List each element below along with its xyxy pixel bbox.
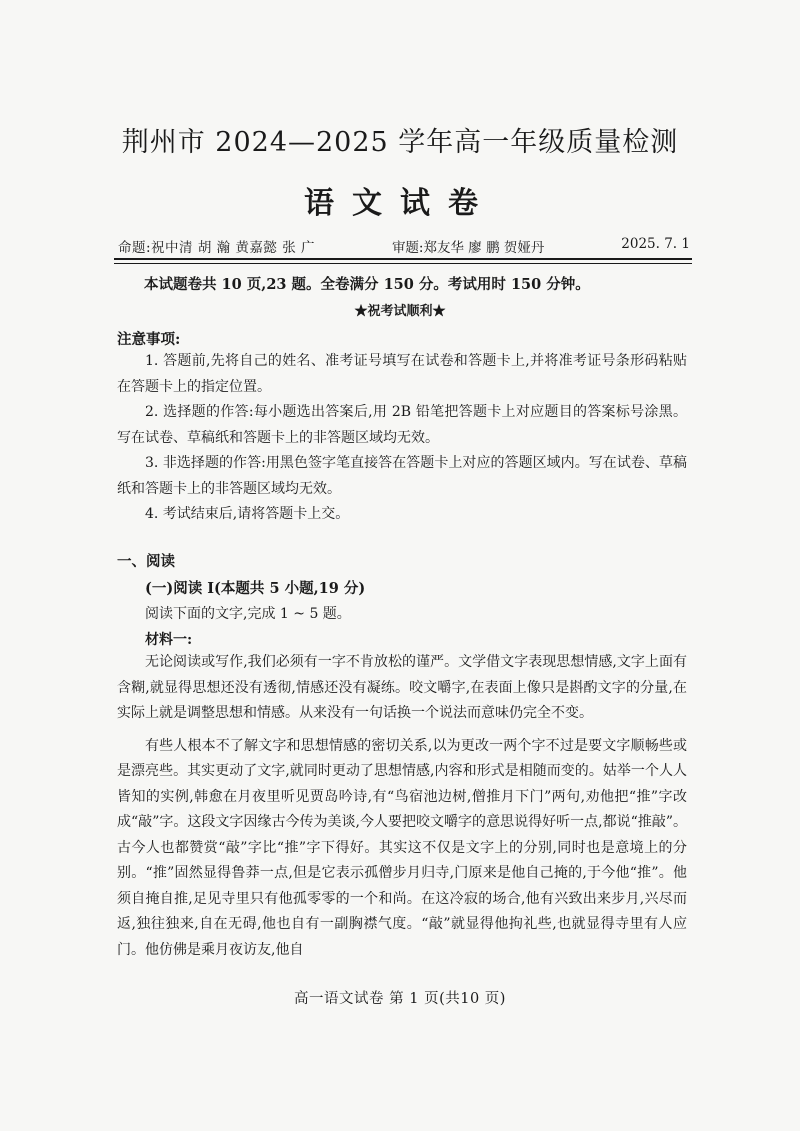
notice-item: 2. 选择题的作答:每小题选出答案后,用 2B 铅笔把答题卡上对应题目的答案标号涂黑。写在试卷、草稿纸和答题卡上的非答题区域均无效。	[117, 404, 687, 446]
material-paragraph: 无论阅读或写作,我们必须有一字不肯放松的谨严。文学借文字表现思想情感,文字上面有含糊,就显得思想还没有透彻,情感还没有凝练。咬文嚼字,在表面上像只是斟酌文字的分量,在实际上就是调整思想和情感。从来没有一句话换一个说法而意味仍完全不变。	[117, 654, 687, 721]
exam-title: 荆州市 2024—2025 学年高一年级质量检测	[121, 127, 679, 158]
subject-title: 语文试卷	[304, 186, 496, 221]
header-divider	[114, 258, 692, 264]
notice-list	[117, 349, 687, 528]
reviewers: 审题:郑友华 廖 鹏 贺娅丹	[391, 240, 545, 256]
exam-info: 本试题卷共 10 页,23 题。全卷满分 150 分。考试用时 150 分钟。	[144, 276, 590, 293]
material-heading: 材料一:	[145, 632, 193, 648]
exam-meta	[118, 236, 690, 256]
material-paragraph: 有些人根本不了解文字和思想情感的密切关系,以为更改一两个字不过是要文字顺畅些或是漂亮些。其实更动了文字,就同时更动了思想情感,内容和形式是相随而变的。姑举一个人人皆知的实例,韩愈在月夜里听见贾岛吟诗,有“鸟宿池边树,僧推月下门”两句,劝他把“推”字改成“敲”字。这段文字因缘古今传为美谈,今人要把咬文嚼字的意思说得好听一点,都说“推敲”。古今人也都赞赏“敲”字比“推”字下得好。其实这不仅是文字上的分别,同时也是意境上的分别。“推”固然显得鲁莽一点,但是它表示孤僧步月归寺,门原来是他自己掩的,于今他“推”。他须自掩自推,足见寺里只有他孤零零的一个和尚。在这冷寂的场合,他有兴致出来步月,兴尽而返,独往独来,自在无碍,他也自有一副胸襟气度。“敲”就显得他拘礼些,也就显得寺里有人应门。他仿佛是乘月夜访友,他自	[117, 737, 687, 958]
page-footer: 高一语文试卷 第 1 页(共10 页)	[294, 991, 506, 1007]
material-text	[117, 650, 687, 963]
reading-instruction: 阅读下面的文字,完成 1 ~ 5 题。	[145, 606, 351, 622]
notice-heading: 注意事项:	[117, 331, 181, 348]
section-heading: 一、阅读	[117, 553, 175, 570]
notice-item: 3. 非选择题的作答:用黑色签字笔直接答在答题卡上对应的答题区域内。写在试卷、草稿纸和答题卡上的非答题区域均无效。	[117, 455, 687, 497]
subsection-heading: (一)阅读 I(本题共 5 小题,19 分)	[145, 580, 366, 597]
authors: 命题:祝中清 胡 瀚 黄嘉懿 张 广	[118, 240, 316, 256]
notice-item: 4. 考试结束后,请将答题卡上交。	[145, 506, 350, 522]
good-luck-banner: ★祝考试顺利★	[354, 304, 446, 319]
exam-date: 2025. 7. 1	[621, 236, 690, 252]
notice-item: 1. 答题前,先将自己的姓名、准考证号填写在试卷和答题卡上,并将准考证号条形码粘贴在答题卡上的指定位置。	[117, 353, 687, 395]
